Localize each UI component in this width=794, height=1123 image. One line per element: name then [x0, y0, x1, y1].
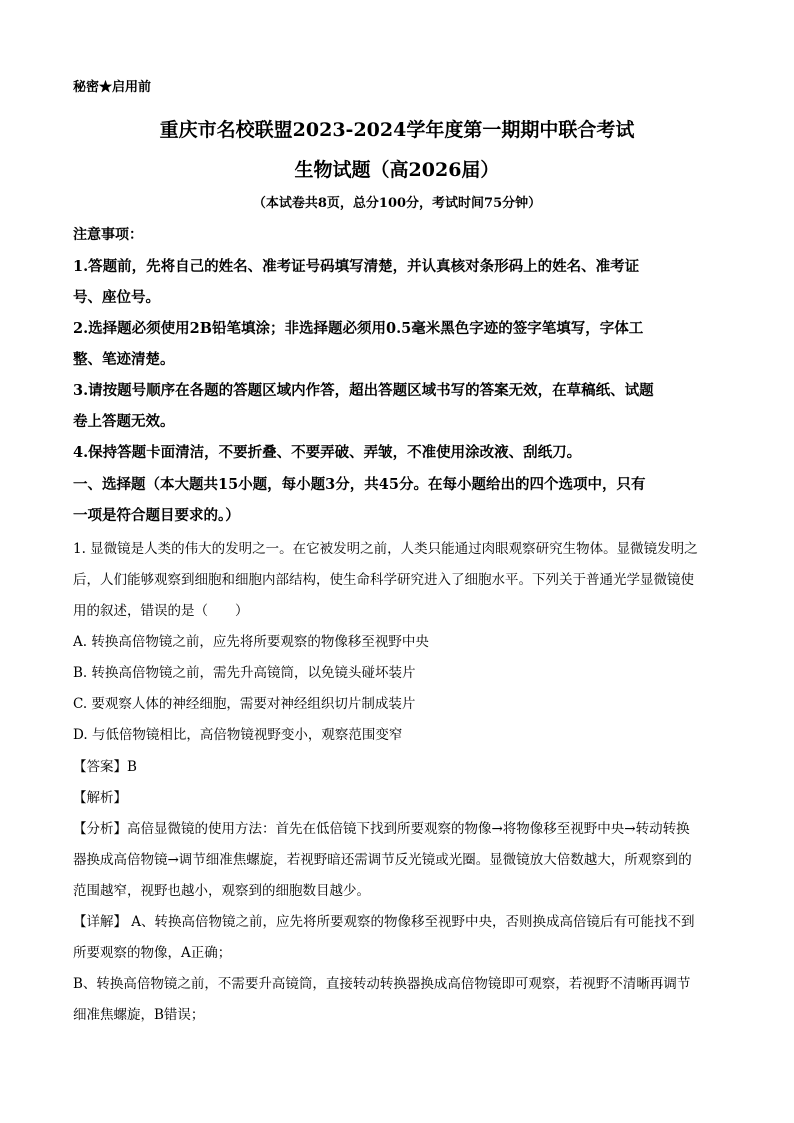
section-heading-cont: 一项是符合题目要求的。）	[73, 507, 240, 524]
detail-line: 所要观察的物像，A正确；	[73, 945, 232, 961]
question-stem: 后，人们能够观察到细胞和细胞内部结构，使生命科学研究进入了细胞水平。下列关于普通光学显微镜使	[73, 572, 694, 588]
analysis-line: 器换成高倍物镜→调节细准焦螺旋，若视野暗还需调节反光镜或光圈。显微镜放大倍数越大，所观察到的	[73, 852, 692, 868]
notice-line: 整、笔迹清楚。	[73, 351, 175, 368]
notice-line: 卷上答题无效。	[73, 413, 175, 430]
detail-line: B、转换高倍物镜之前，不需要升高镜筒，直接转动转换器换成高倍物镜即可观察，若视野不清晰再调节	[73, 976, 691, 992]
notice-heading: 注意事项：	[73, 227, 143, 243]
option-b: B. 转换高倍物镜之前，需先升高镜筒，以免镜头碰坏装片	[73, 665, 416, 681]
option-c: C. 要观察人体的神经细胞，需要对神经组织切片制成装片	[73, 696, 416, 712]
confidential-label: 秘密★启用前	[73, 80, 152, 95]
analysis-line: 【分析】高倍显微镜的使用方法：首先在低倍镜下找到所要观察的物像→将物像移至视野中央→转动转换	[73, 821, 690, 837]
notice-line: 3.请按题号顺序在各题的答题区域内作答，超出答题区域书写的答案无效，在草稿纸、试题	[73, 382, 654, 399]
exam-info: （本试卷共8页，总分100分，考试时间75分钟）	[252, 196, 542, 211]
exam-subtitle: 生物试题（高2026届）	[294, 159, 500, 181]
option-d: D. 与低倍物镜相比，高倍物镜视野变小，观察范围变窄	[73, 727, 403, 743]
analysis-label: 【解析】	[73, 790, 127, 806]
option-a: A. 转换高倍物镜之前，应先将所要观察的物像移至视野中央	[73, 634, 429, 650]
notice-line: 2.选择题必须使用2B铅笔填涂；非选择题必须用0.5毫米黑色字迹的签字笔填写，字体工	[73, 320, 644, 337]
detail-line: 【详解】 A、转换高倍物镜之前，应先将所要观察的物像移至视野中央，否则换成高倍镜后有可能找不到	[73, 914, 695, 930]
notice-line: 4.保持答题卡面清洁，不要折叠、不要弄破、弄皱，不准使用涂改液、刮纸刀。	[73, 444, 582, 461]
question-stem: 1. 显微镜是人类的伟大的发明之一。在它被发明之前，人类只能通过肉眼观察研究生物体。显微镜发明之	[73, 541, 698, 557]
answer: 【答案】B	[73, 759, 137, 775]
detail-line: 细准焦螺旋，B错误；	[73, 1007, 205, 1023]
analysis-line: 范围越窄，视野也越小，观察到的细胞数目越少。	[73, 883, 370, 899]
section-heading: 一、选择题（本大题共15小题，每小题3分，共45分。在每小题给出的四个选项中，只有	[73, 476, 646, 493]
notice-line: 1.答题前，先将自己的姓名、准考证号码填写清楚，并认真核对条形码上的姓名、准考证	[73, 258, 640, 275]
exam-title: 重庆市名校联盟2023-2024学年度第一期期中联合考试	[159, 119, 635, 141]
question-stem: 用的叙述，错误的是（ ）	[73, 603, 249, 619]
notice-line: 号、座位号。	[73, 289, 160, 306]
